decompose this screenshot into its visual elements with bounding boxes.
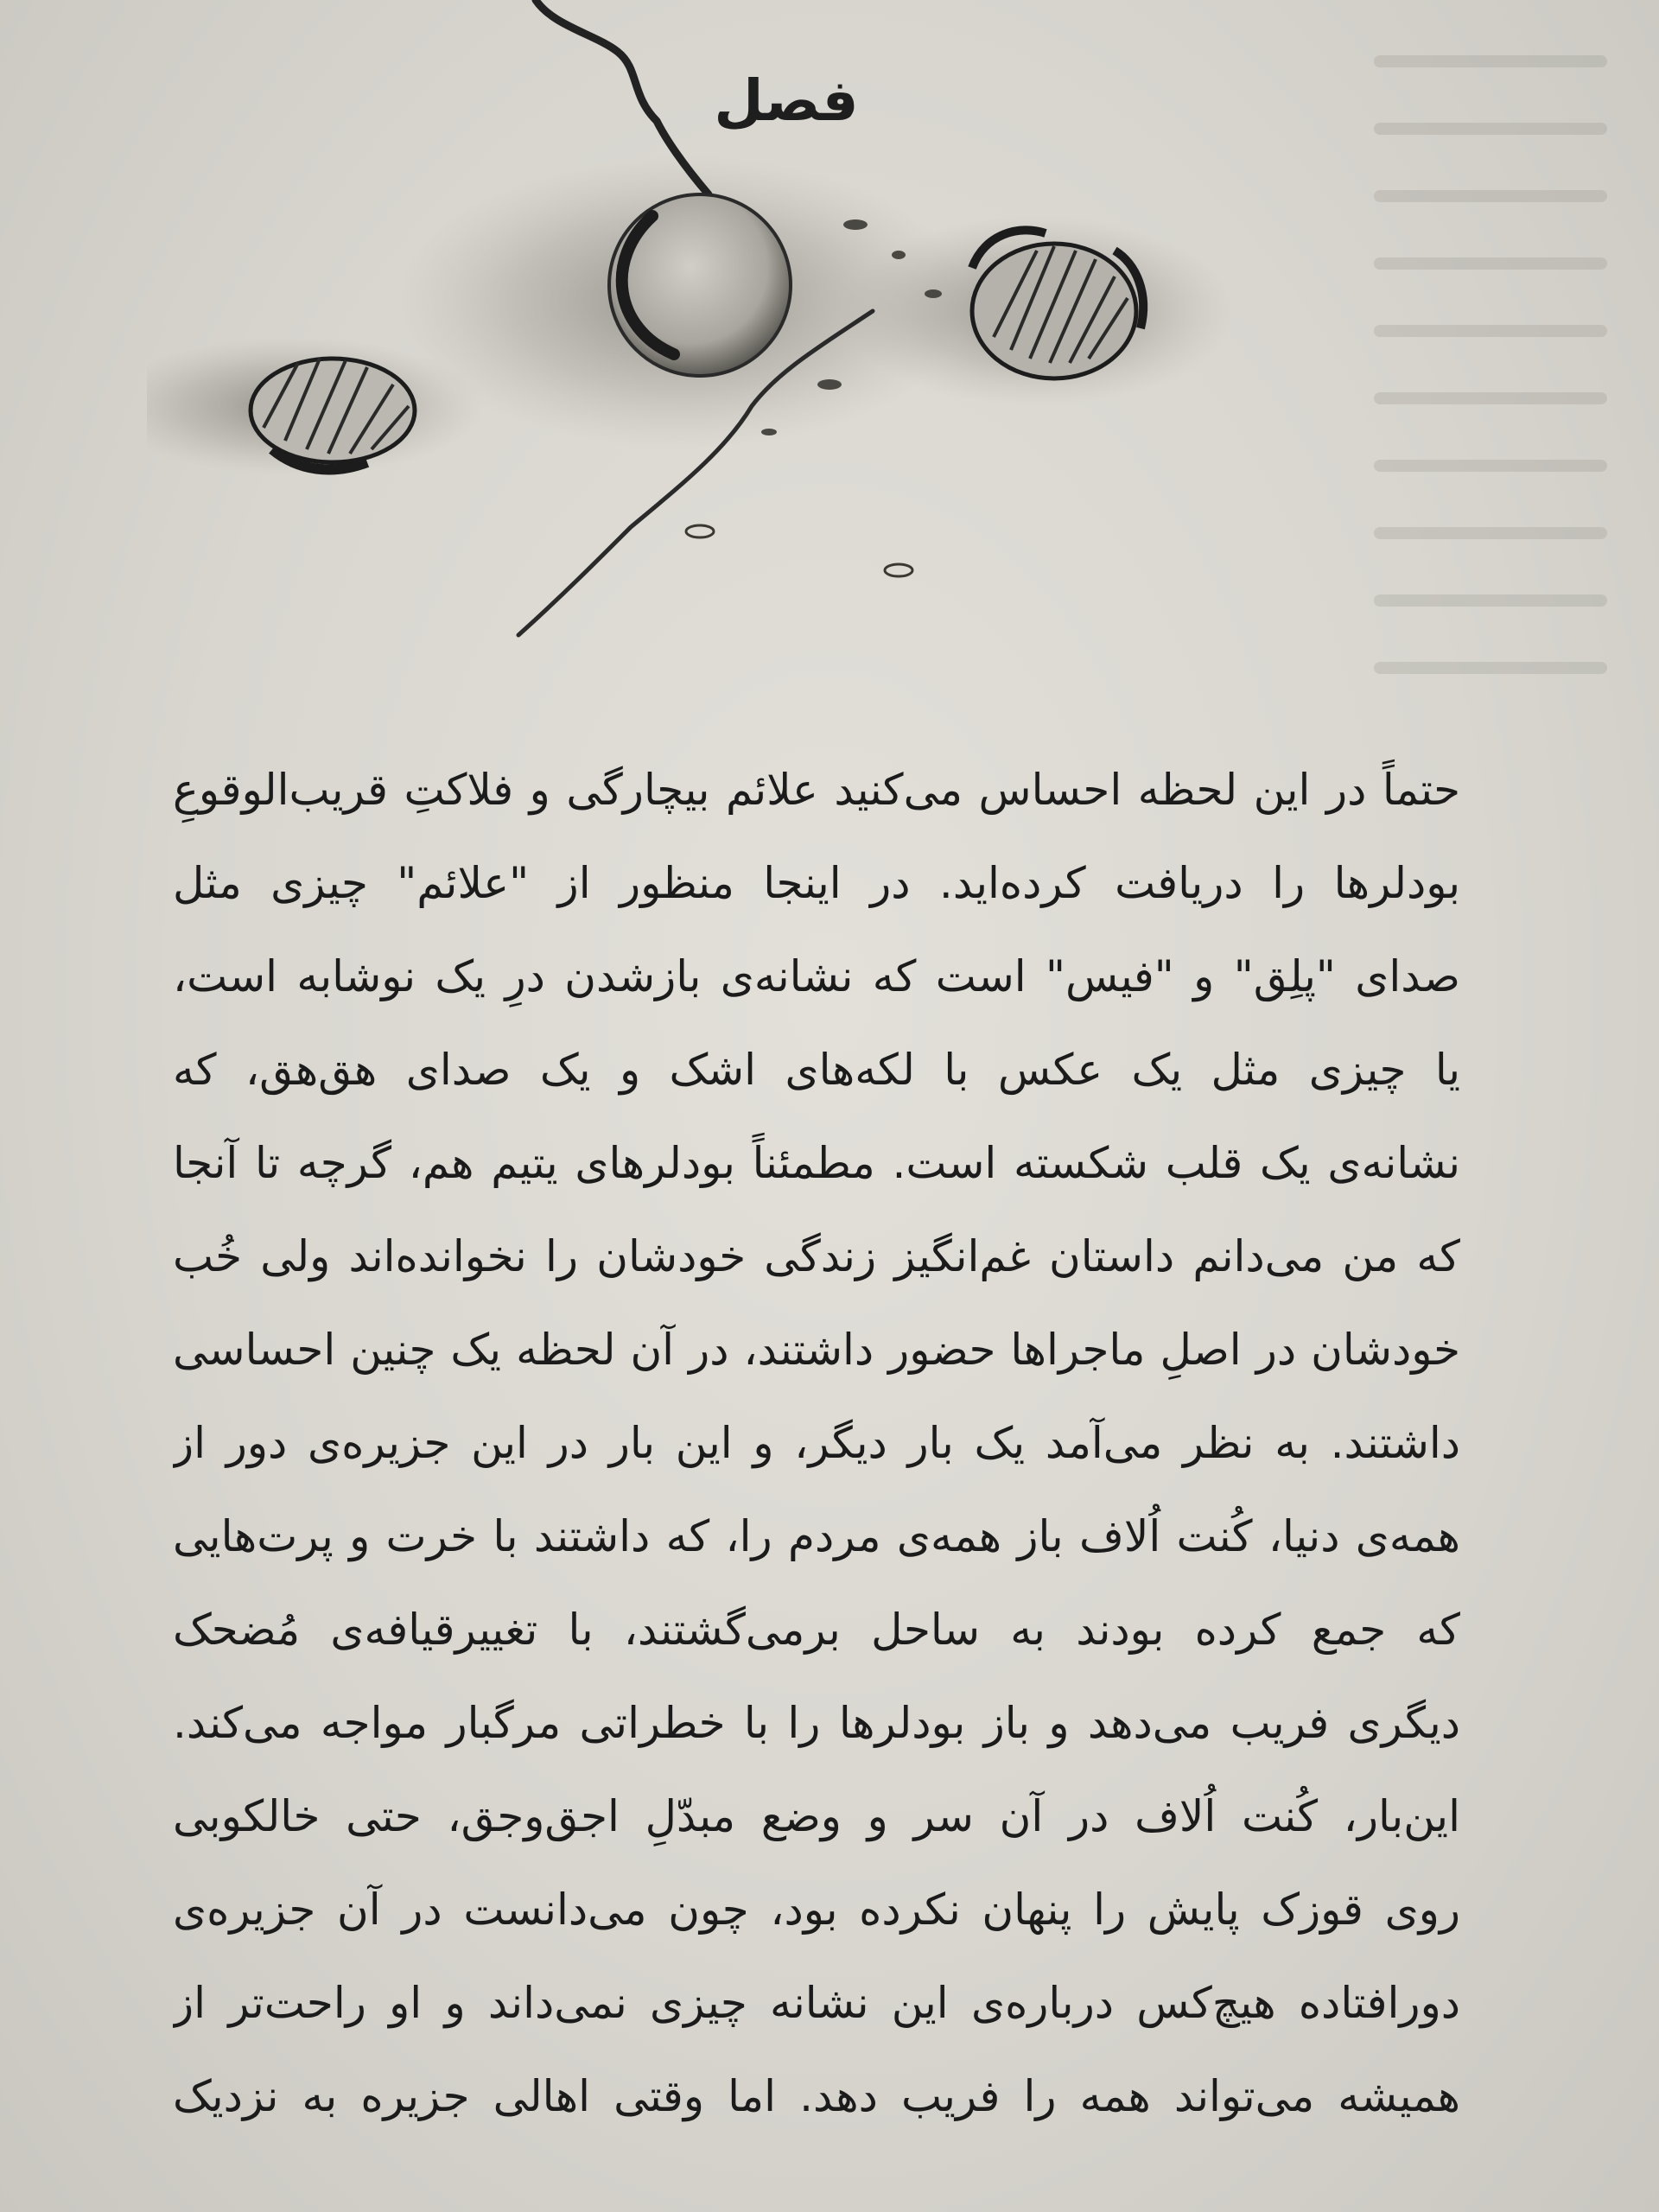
text-line: خودشان در اصلِ ماجراها حضور داشتند، در آن لحظه یک چنین احساسی [173,1325,1460,1375]
body-text [173,743,1460,2143]
text-line: یا چیزی مثل یک عکس با لکه‌های اشک و یک صدای هق‌هق، که [173,1045,1460,1095]
text-line: نشانه‌ی یک قلب شکسته است. مطمئناً بودلرهای یتیم هم، گرچه تا آنجا [173,1138,1460,1188]
text-line: بودلرها را دریافت کرده‌اید. در اینجا منظور از "علائم" چیزی مثل [173,858,1460,908]
text-line: داشتند. به نظر می‌آمد یک بار دیگر، و این بار در این جزیره‌ی دور از [173,1418,1460,1468]
text-line: که جمع کرده بودند به ساحل برمی‌گشتند، با تغییرقیافه‌ی مُضحک [173,1605,1460,1655]
text-line: همه‌ی دنیا، کُنت اُلاف باز همه‌ی مردم را، که داشتند با خرت و پرت‌هایی [173,1511,1460,1561]
chapter-title: فصل [714,67,859,134]
text-line: این‌بار، کُنت اُلاف در آن سر و وضع مبدّلِ اجق‌وجق، حتی خالکوبی [173,1791,1460,1841]
text-line: صدای "پلِق" و "فیس" است که نشانه‌ی بازشدن درِ یک نوشابه است، [173,951,1460,1001]
text-line: دورافتاده هیچ‌کس درباره‌ی این نشانه چیزی نمی‌داند و او راحت‌تر از [173,1978,1460,2028]
text-line: روی قوزک پایش را پنهان نکرده بود، چون می‌دانست در آن جزیره‌ی [173,1885,1460,1935]
show-through-text [1374,0,1659,778]
text-line: دیگری فریب می‌دهد و باز بودلرها را با خطراتی مرگبار مواجه می‌کند. [173,1698,1460,1748]
text-line: که من می‌دانم داستان غم‌انگیز زندگی خودشان را نخوانده‌اند ولی خُب [173,1231,1460,1281]
text-line: حتماً در این لحظه احساس می‌کنید علائم بیچارگی و فلاکتِ قریب‌الوقوعِ [173,765,1460,815]
text-line: همیشه می‌تواند همه را فریب دهد. اما وقتی اهالی جزیره به نزدیک [173,2071,1460,2121]
